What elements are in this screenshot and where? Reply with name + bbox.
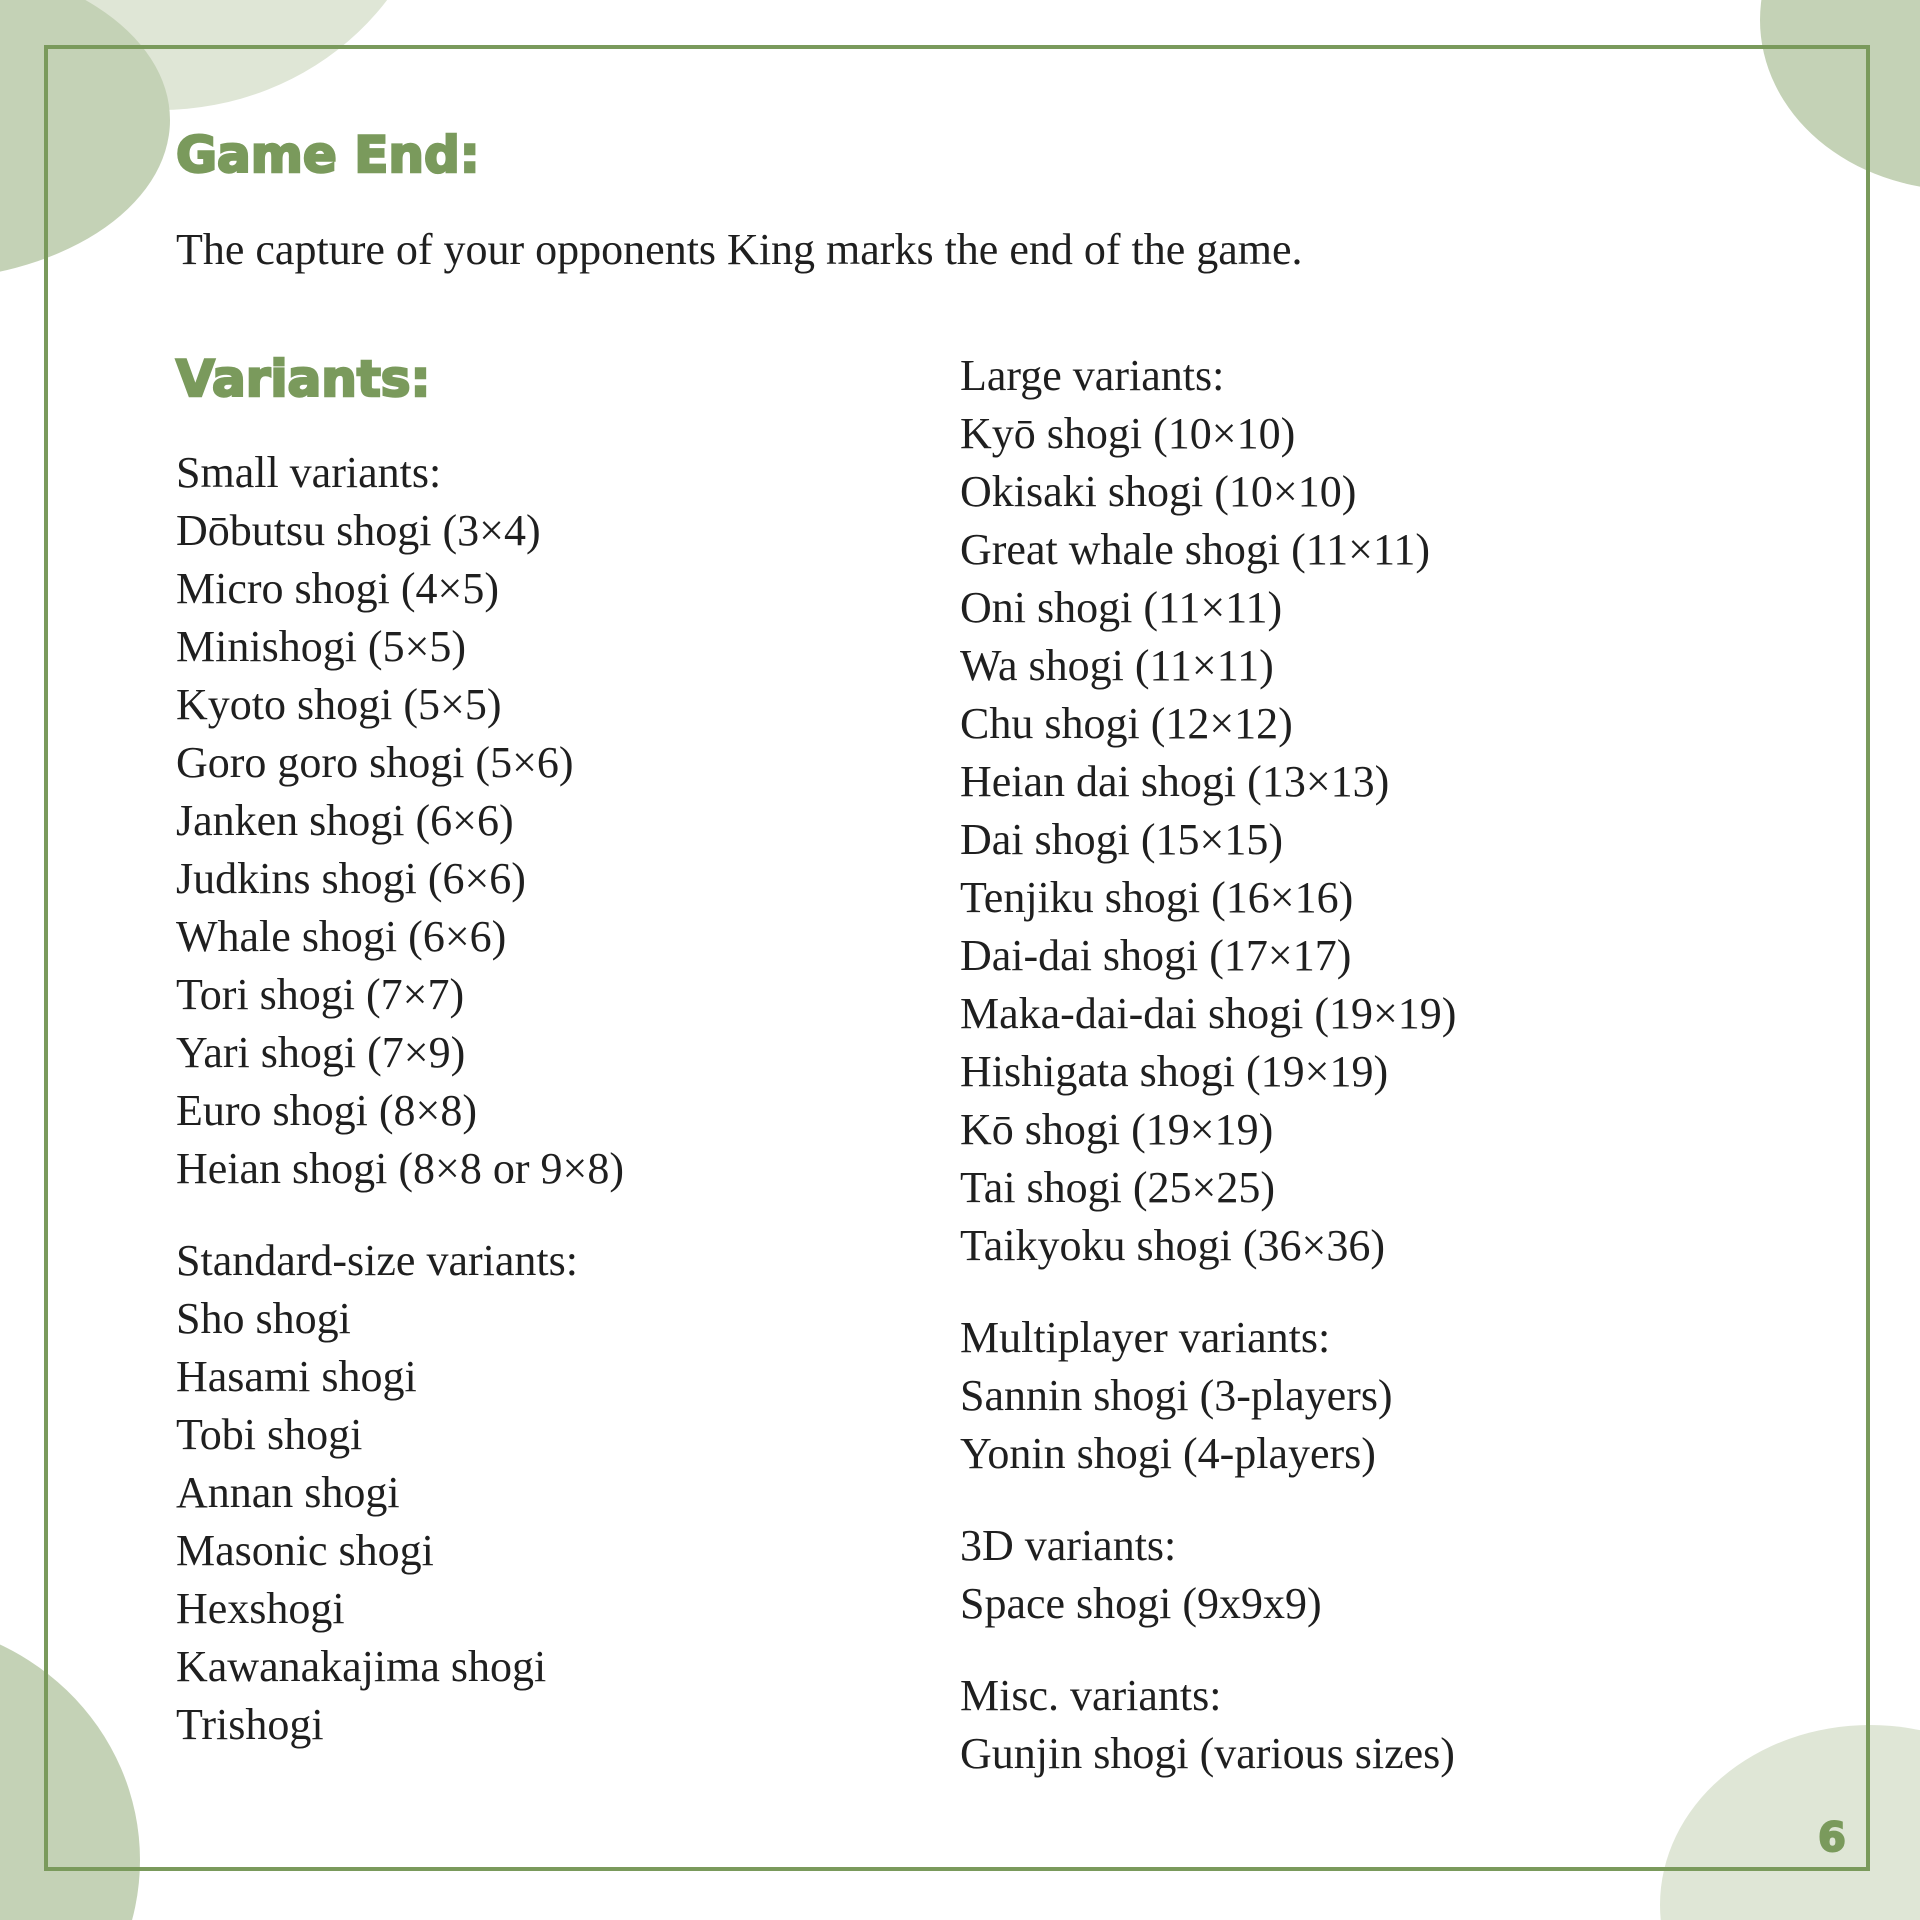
variant-item: Kawanakajima shogi [176,1642,547,1691]
variant-item: Hishigata shogi (19×19) [960,1047,1389,1096]
variant-item: Whale shogi (6×6) [176,912,507,961]
variant-item: Great whale shogi (11×11) [960,525,1430,574]
variant-group [960,1667,1456,1783]
variant-group-title: 3D variants: [960,1521,1177,1570]
variant-item: Euro shogi (8×8) [176,1086,477,1135]
variant-group-title: Large variants: [960,351,1225,400]
variant-item: Heian shogi (8×8 or 9×8) [176,1144,624,1193]
variant-item: Sho shogi [176,1294,351,1343]
variant-item: Taikyoku shogi (36×36) [960,1221,1386,1270]
variant-group-title: Standard-size variants: [176,1236,578,1285]
variant-item: Minishogi (5×5) [176,622,467,671]
variant-item: Tenjiku shogi (16×16) [960,873,1354,922]
variant-item: Sannin shogi (3-players) [960,1371,1393,1420]
game-end-heading: Game End: [176,126,480,184]
variant-group [960,347,1456,1275]
variant-group-title: Misc. variants: [960,1671,1222,1720]
variant-item: Goro goro shogi (5×6) [176,738,574,787]
variant-item: Judkins shogi (6×6) [176,854,526,903]
variant-item: Gunjin shogi (various sizes) [960,1729,1455,1778]
variant-item: Tobi shogi [176,1410,363,1459]
variant-item: Maka-dai-dai shogi (19×19) [960,989,1457,1038]
variants-left-column [176,444,624,1754]
variant-item: Yonin shogi (4-players) [960,1429,1376,1478]
variant-item: Space shogi (9x9x9) [960,1579,1322,1628]
variant-group-title: Small variants: [176,448,442,497]
variant-item: Okisaki shogi (10×10) [960,467,1357,516]
variants-heading: Variants: [176,350,431,408]
variant-item: Masonic shogi [176,1526,434,1575]
game-end-text: The capture of your opponents King marks the end of the game. [176,225,1303,274]
variant-group-title: Multiplayer variants: [960,1313,1331,1362]
variant-item: Janken shogi (6×6) [176,796,514,845]
variant-item: Wa shogi (11×11) [960,641,1274,690]
variants-right-column [960,347,1456,1783]
variant-item: Yari shogi (7×9) [176,1028,466,1077]
variant-item: Tori shogi (7×7) [176,970,465,1019]
variant-item: Hexshogi [176,1584,345,1633]
variant-item: Tai shogi (25×25) [960,1163,1276,1212]
variant-item: Oni shogi (11×11) [960,583,1283,632]
variant-item: Heian dai shogi (13×13) [960,757,1390,806]
variant-group [960,1517,1456,1633]
variant-item: Dai-dai shogi (17×17) [960,931,1352,980]
variant-item: Dōbutsu shogi (3×4) [176,506,541,555]
variant-group [176,444,624,1198]
variant-group [960,1309,1456,1483]
page-number: 6 [1818,1815,1846,1861]
variant-item: Hasami shogi [176,1352,417,1401]
variant-item: Annan shogi [176,1468,400,1517]
variant-item: Kyoto shogi (5×5) [176,680,502,729]
variant-item: Dai shogi (15×15) [960,815,1283,864]
variant-item: Kyō shogi (10×10) [960,409,1296,458]
variant-item: Trishogi [176,1700,324,1749]
variant-group [176,1232,624,1754]
variant-item: Kō shogi (19×19) [960,1105,1274,1154]
variant-item: Chu shogi (12×12) [960,699,1293,748]
variant-item: Micro shogi (4×5) [176,564,499,613]
